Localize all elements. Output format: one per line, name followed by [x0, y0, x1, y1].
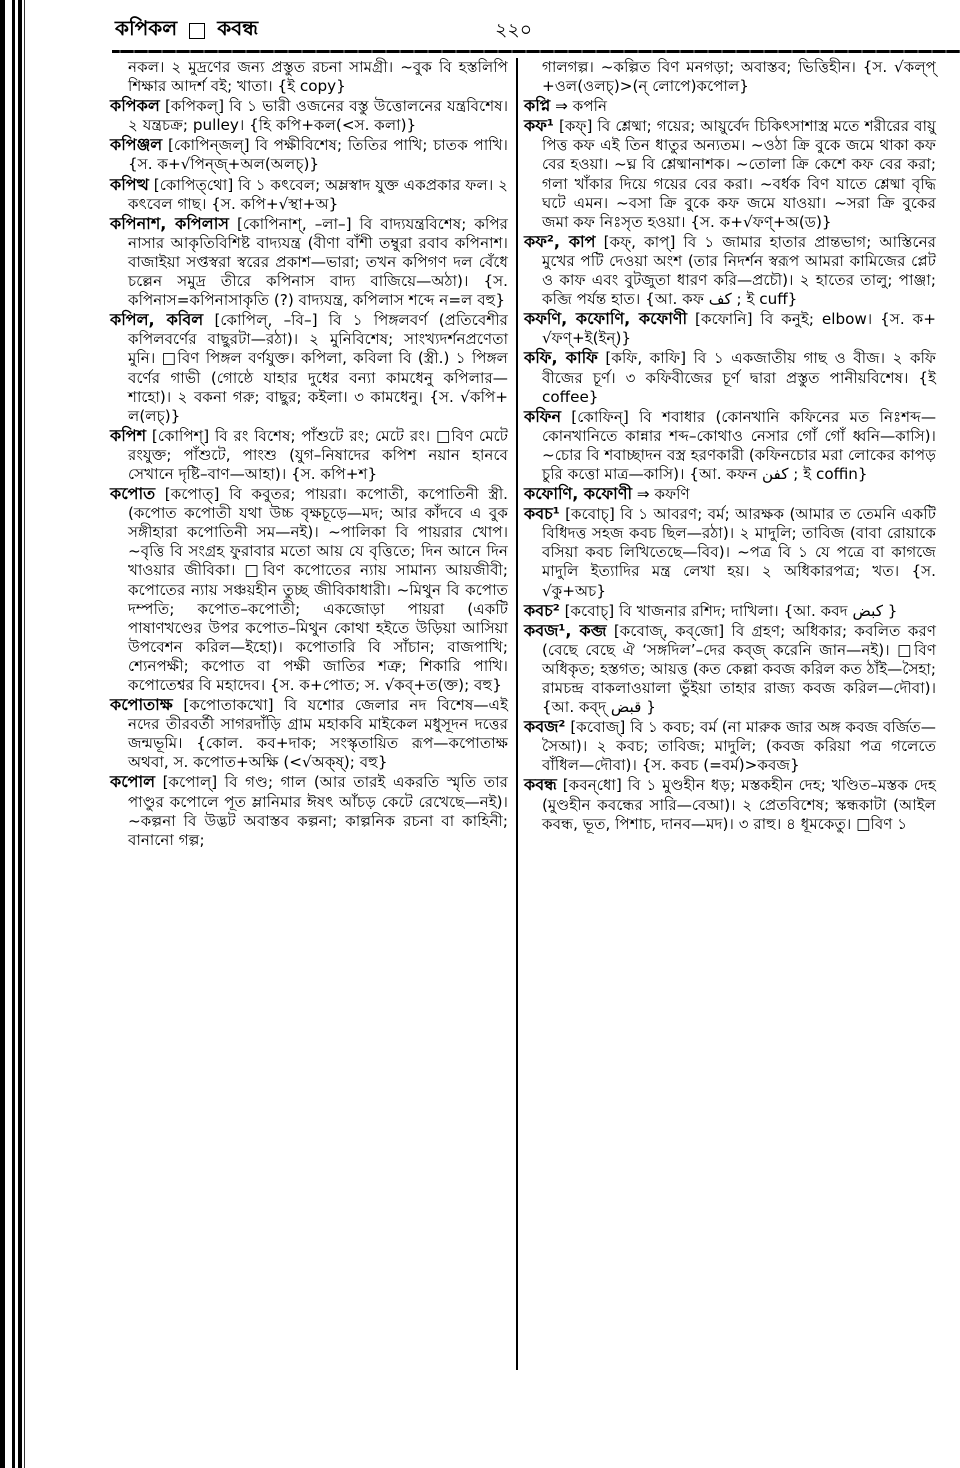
entry-headword: কপোতাক্ষ [110, 695, 173, 715]
dictionary-entry [524, 348, 936, 406]
entry-definition: [কবোচ্] বি খাজনার রশিদ; দাখিলা। {আ. কবদ كبض } [564, 601, 898, 620]
dictionary-entry [524, 232, 936, 309]
guide-word-first: কপিকল [115, 16, 178, 40]
entry-definition: নকল। ২ মুদ্রণের জন্য প্রস্তুত রচনা সামগ্রী। ~বুক বি হস্তলিপি শিক্ষার আদর্শ বই; খাতা। {ই copy} [128, 58, 508, 96]
entry-definition: [কোপিনাশ্, –লা–] বি বাদ্যযন্ত্রবিশেষ; কপির নাসার আকৃতিবিশিষ্ট বাদ্যযন্ত্র (বীণা বাঁশী তম্বুরা রবাব কপিনাশ। বাজাইয়া সপ্তস্বরা স্বরের প্রকাশ—ভারা; তখন কপিগণ দল বেঁধে চল্লেন সমুদ্র তীরে কপিনাস বাদ্য বাজিয়ে—অঠা)। {স. কপিনাস=কপিনাসাকৃতি (?) বাদ্যযন্ত্র, কপিলাস শব্দে ন=ল বহু} [128, 214, 509, 310]
dictionary-entry [524, 621, 936, 717]
dictionary-entry [524, 484, 936, 504]
entry-headword: কফি, কাফি [524, 348, 598, 368]
dictionary-entry [524, 775, 936, 833]
dictionary-entry [524, 601, 936, 621]
entry-headword: কপিঞ্জল [110, 135, 163, 155]
entry-definition: [কোপিত্‌থো] বি ১ কৎবেল; অম্লস্বাদ যুক্ত একপ্রকার ফল। ২ কৎবেল গাছ। {স. কপি+√স্থা+অ} [128, 175, 508, 213]
entry-definition: [কবোজ্] বি ১ কবচ; বর্ম (না মারুক জার অঙ্গ কবজ বর্জিত—সৈআ)। ২ কবচ; তাবিজ; মাদুলি; (কবজ করিয়া পত্র গলেতে বাঁধিল—দৌবা)। {স. কবচ (=বর্ম)>কবজ} [542, 718, 936, 775]
entry-headword: কপিনাশ, কপিলাস [110, 213, 229, 233]
entry-definition: [কপোতাকখো] বি যশোর জেলার নদ বিশেষ—এই নদের তীরবর্তী সাগরদাঁড়ি গ্রাম মহাকবি মাইকেল মধুসূদন দত্তের জন্মভূমি। {কোল. কব+দাক; সংস্কৃতায়িত রূপ—কপোতাক্ষ অথবা, স. কপোত+অক্ষি (<√অক্ষ্); বহু} [128, 696, 509, 772]
dictionary-entry [524, 309, 936, 348]
entry-headword: কপিত্থ [110, 174, 149, 194]
dictionary-entry [110, 135, 508, 174]
dictionary-entry [524, 407, 936, 484]
dictionary-entry [110, 175, 508, 214]
dictionary-entry [524, 116, 936, 232]
entry-definition: [কবন্‌ধো] বি ১ মুণ্ডহীন ধড়; মস্তকহীন দেহ; খণ্ডিত–মস্তক দেহ (মুণ্ডহীন কবন্ধের সারি—বেআ)। ২ প্রেতবিশেষ; স্কন্ধকাটা (আইল কবন্ধ, ভূত, পিশাচ, দানব—মদ)। ৩ রাহু। ৪ ধূমকেতু। □বিণ ১ [542, 776, 936, 833]
dictionary-entry [524, 504, 936, 600]
right-column [524, 58, 936, 834]
guide-words [115, 14, 258, 47]
dictionary-entry [110, 695, 508, 772]
entry-headword: কপোল [110, 772, 156, 792]
entry-definition: ⇒ কফণি [636, 485, 690, 504]
entry-headword: কপিল, কবিল [110, 310, 204, 330]
entry-definition: [কফ্, কাপ্] বি ১ জামার হাতার প্রান্তভাগ; আস্তিনের মুখের পটি দেওয়া অংশ (তার নিদর্শন স্বরূপ আমরা কামিজের প্লেট ও কাফ এবং বুটজুতা ধারণ করি—প্রচৌ)। ২ হাতের তালু; পাঞ্জা; কব্জি পর্যন্ত হাত। {আ. কফ كف ; ই cuff} [542, 232, 936, 309]
entry-definition: [কপিকল্] বি ১ ভারী ওজনের বস্তু উত্তোলনের যন্ত্রবিশেষ। ২ যন্ত্রচক্র; pulley। {হি কপি+কল(<স. কলা)} [128, 97, 509, 135]
scan-bar [24, 0, 25, 1468]
entry-headword: কফ², কাপ [524, 231, 596, 251]
page-number: ২২০ [495, 19, 533, 41]
entry-definition: [কবোচ্] বি ১ আবরণ; বর্ম; আরক্ষক (আমার ত তেমনি একটি বিধিদত্ত সহজ কবচ ছিল—রঠা)। ২ মাদুলি; তাবিজ (বাবা রোয়াকে বসিয়া কবচ লিখিতেছে—বিব)। ~পত্র বি ১ যে পত্রে বা কাগজে মাদুলি ইত্যাদির মন্ত্র লেখা হয়। ২ অধিকারপত্র; খত। {স. √কু+অচ} [542, 505, 936, 600]
entry-headword: কবচ¹ [524, 504, 560, 524]
scan-bar [12, 0, 15, 1468]
dictionary-entry [524, 717, 936, 775]
entry-definition: [কফোনি] বি কনুই; elbow। {স. ক+ √ফণ্+ই(ইন্)} [542, 310, 937, 348]
entry-definition: [কোপিল্, –বি–] বি ১ পিঙ্গলবর্ণ (প্রতিবেশীর কপিলবর্ণের বাছুরটা—রঠা)। ২ মুনিবিশেষ; সাংখ্যদর্শনপ্রণেতা মুনি। □বিণ পিঙ্গল বর্ণযুক্ত। কপিলা, কবিলা বি (স্ত্রী.) ১ পিঙ্গল বর্ণের গাভী (গোষ্ঠে যাহার দুধের বন্যা কামধেনু কপিলার—শাহো)। ২ বকনা গরু; বাছুর; কইলা। ৩ কামধেনু। {স. √কপি+ ল(লচ্)} [128, 311, 508, 425]
entry-headword: কবজ² [524, 717, 566, 737]
scan-bar [18, 0, 22, 1468]
square-separator-icon [189, 23, 205, 39]
entry-headword: কফোণি, কফোণী [524, 484, 633, 504]
header-rule [112, 50, 960, 53]
entry-definition: [কবোজ্, কব্‌জো] বি গ্রহণ; অধিকার; কবলিত করণ (বেছে বেছে ঐ ‘সঙ্গদিল’–দের কব্‌জ্ করেনি জান—নই)। □বিণ অধিকৃত; হস্তগত; আয়ত্ত (কত কেল্লা কবজ করিল কত ঠাঁই—সৈহা; রামচন্দ্র বাকলাওয়ালা ভুঁইয়া তাহার রাজ্য কবজ করিল—দৌবা)। {আ. কব্‌দ্ قبض } [542, 621, 937, 717]
entry-definition: [কফি, কাফি] বি ১ একজাতীয় গাছ ও বীজ। ২ কফি বীজের চূর্ণ। ৩ কফিবীজের চূর্ণ দ্বারা প্রস্তুত পানীয়বিশেষ। {ই coffee} [542, 349, 937, 406]
column-divider [516, 58, 518, 1370]
entry-continuation [110, 58, 508, 96]
dictionary-entry [110, 772, 508, 849]
entry-definition: [কপোত্] বি কবুতর; পায়রা। কপোতী, কপোতিনী স্ত্রী. (কপোত কপোতী যথা উচ্চ বৃক্ষচূড়ে—মদ; আর কাঁদবে এ বুক সঙ্গীহারা কপোতিনী সম—নই)। ~পালিকা বি পায়রার খোপ। ~বৃত্তি বি সংগ্রহ ফুরাবার মতো আয় যে বৃত্তিতে; দিন আনে দিন খাওয়ার জীবিকা। □বিণ কপোতের ন্যায় সামান্য আয়জীবী; কপোতের ন্যায় সঞ্চয়হীন তুচ্ছ জীবিকাধারী। ~মিথুন বি কপোত দম্পতি; কপোত–কপোতী; একজোড়া পায়রা (একটি পাষাণখণ্ডের উপর কপোত–মিথুন কোথা হইতে উড়িয়া আসিয়া উপবেশন করিল—ইহো)। কপোতারি বি সাঁচান; বাজপাখি; শ্যেনপক্ষী; কপোত বা পক্ষী জাতির শত্রু; শিকারি পাখি। কপোতেশ্বর বি মহাদেব। {স. ক+পোত; স. √কব্+ত(ক্ত); বহু} [128, 485, 509, 694]
entry-definition: [কোপিশ্] বি রং বিশেষ; পাঁশুটে রং; মেটে রং। □বিণ মেটে রংযুক্ত; পাঁশুটে, পাংশু (যুগ–নিষাদের কপিশ নয়ান হানবে সেখানে দৃষ্টি–বাণ—আহা)। {স. কপি+শ} [128, 426, 509, 483]
entry-continuation [524, 58, 936, 96]
entry-headword: কপ্নি [524, 96, 551, 116]
entry-headword: কবচ² [524, 600, 560, 620]
entry-definition: ⇒ কপনি [555, 97, 608, 116]
scan-bar [0, 0, 5, 1468]
entry-headword: কপিকল [110, 96, 160, 116]
entry-definition: [কোপিন্‌জল্] বি পক্ষীবিশেষ; তিতির পাখি; চাতক পাখি। {স. ক+√পিন্‌জ্+অল(অলচ্)} [128, 136, 508, 174]
dictionary-entry [110, 96, 508, 135]
dictionary-entry [524, 96, 936, 116]
entry-headword: কফ¹ [524, 116, 554, 136]
page-header [115, 14, 925, 44]
dictionary-entry [110, 310, 508, 426]
entry-definition: [কফ্] বি শ্লেষ্মা; গয়ের; আয়ুর্বেদ চিকিৎসাশাস্ত্র মতে শরীরের বায়ু পিত্ত কফ এই তিন ধাতুর অন্যতম। ~ওঠা ক্রি বুকে জমে থাকা কফ বের হওয়া। ~ঘ্ন বি শ্লেষ্মানাশক। ~তোলা ক্রি কেশে কফ বের করা; গলা খাঁকার দিয়ে গয়ের বের করা। ~বর্ধক বিণ যাতে শ্লেষ্মা বৃদ্ধি ঘটে এমন। ~বসা ক্রি বুকে কফ জমে যাওয়া। ~সরা ক্রি বুকের জমা কফ নিঃসৃত হওয়া। {স. ক+√ফণ্+অ(ড)} [542, 117, 936, 231]
entry-headword: কপোত [110, 484, 156, 504]
scan-edge-artifact [0, 0, 26, 1468]
entry-headword: কবজ¹, কব্জ [524, 620, 607, 640]
entry-definition: [কপোল্] বি গণ্ড; গাল (আর তারই একরতি স্মৃতি তার পাণ্ডুর কপোলে পূত ম্লানিমার ঈষৎ আঁচড় কেটে রেখেছে—নই)। ~কল্পনা বি উদ্ভট অবাস্তব কল্পনা; কাল্পনিক রচনা বা কাহিনী; বানানো গল্প; [128, 773, 509, 849]
dictionary-entry [110, 426, 508, 484]
guide-word-last: কবন্ধ [217, 16, 259, 40]
dictionary-entry [110, 484, 508, 695]
entry-headword: কফণি, কফোণি, কফোণী [524, 309, 688, 329]
entry-headword: কবন্ধ [524, 775, 557, 795]
entry-headword: কপিশ [110, 425, 147, 445]
dictionary-entry [110, 214, 508, 310]
entry-definition: [কোফিন্] বি শবাধার (কোনখানি কফিনের মত নিঃশব্দ—কোনখানিতে কান্নার শব্দ–কোথাও নেসার গোঁ গোঁ ধ্বনি—কাসি)। ~চোর বি শবাচ্ছাদন বস্ত্র হরণকারী (কফিনচোর মরা লোকের কাপড় চুরি কত্তো মাত্র—কাসি)। {আ. কফন كفن ; ই coffin} [542, 407, 937, 483]
left-column [110, 58, 508, 850]
entry-headword: কফিন [524, 406, 562, 426]
entry-definition: গালগল্প। ~কল্পিত বিণ মনগড়া; অবাস্তব; ভিত্তিহীন। {স. √কল্প্ +ওল(ওলচ্)>(ন্ লোপে)কপোল} [542, 58, 936, 96]
